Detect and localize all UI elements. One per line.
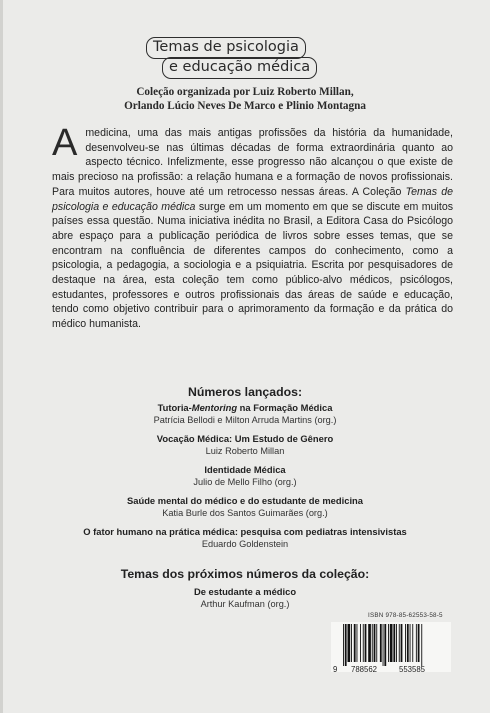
upcoming-item-title: De estudante a médico bbox=[193, 586, 297, 597]
published-item-author: Patrícia Bellodi e Milton Arruda Martins (org.) bbox=[153, 415, 337, 425]
collection-credits bbox=[60, 86, 430, 113]
barcode-bar bbox=[399, 624, 400, 662]
published-item bbox=[0, 526, 490, 550]
barcode-bar bbox=[384, 624, 386, 666]
credits-line-1: Coleção organizada por Luiz Roberto Millan, bbox=[136, 86, 354, 98]
intro-text-part-2: surge em um momento em que se discute em muitos países essa questão. Numa iniciativa inédita no Brasil, a Editora Casa do Psicólogo abre espaço para a publicação periódica de livros sobre esses temas, que se encontram na confluência de diferentes campos do conhecimento, como a psicologia, a pedagogia, a sociologia e a psiquiatria. Escrita por pesquisadores de destaque na área, esta coleção tem como público-alvo médicos, psicólogos, estudantes, professores e outros profissionais das áreas de saúde e educação, tendo como objetivo contribuir para o aprimoramento da formação e da prática do médico humanista. bbox=[52, 200, 454, 331]
barcode-bar bbox=[357, 624, 358, 662]
published-item bbox=[0, 464, 490, 488]
barcode-digits-right: 553585 bbox=[399, 665, 426, 674]
barcode-bar bbox=[368, 624, 371, 662]
barcode-bar bbox=[388, 624, 389, 662]
barcode-bar bbox=[343, 624, 344, 666]
barcode-bar bbox=[376, 624, 377, 662]
published-item-title: Vocação Médica: Um Estudo de Gênero bbox=[156, 433, 334, 444]
upcoming-heading: Temas dos próximos números da coleção: bbox=[120, 567, 370, 581]
intro-paragraph bbox=[52, 122, 454, 332]
barcode-bar bbox=[418, 624, 420, 662]
barcode-bar bbox=[360, 624, 361, 662]
barcode-bar bbox=[401, 624, 403, 662]
series-logo-line-1: Temas de psicologia bbox=[146, 37, 306, 59]
barcode-bar bbox=[348, 624, 351, 662]
barcode-bar bbox=[421, 624, 422, 666]
barcode-bar bbox=[345, 624, 347, 666]
isbn-label: ISBN 978-85-62553-58-5 bbox=[368, 612, 443, 619]
barcode-area bbox=[331, 622, 451, 672]
barcode-bar bbox=[407, 624, 409, 662]
upcoming-item-author: Arthur Kaufman (org.) bbox=[200, 599, 290, 609]
credits-line-2: Orlando Lúcio Neves De Marco e Plinio Montagna bbox=[124, 99, 366, 112]
published-item-title: Saúde mental do médico e do estudante de medicina bbox=[127, 495, 363, 506]
barcode-bar bbox=[393, 624, 395, 662]
barcode-bar bbox=[390, 624, 393, 662]
published-list bbox=[0, 402, 490, 557]
barcode-bar bbox=[410, 624, 411, 662]
published-item-title: Tutoria-Mentoring na Formação Médica bbox=[157, 402, 333, 413]
published-item-author: Luiz Roberto Millan bbox=[205, 446, 285, 456]
published-heading: Números lançados: bbox=[187, 385, 303, 399]
published-item-author: Eduardo Goldenstein bbox=[201, 539, 289, 549]
published-item bbox=[0, 433, 490, 457]
published-item bbox=[0, 402, 490, 426]
intro-text bbox=[52, 122, 454, 332]
series-logo-line-2: e educação médica bbox=[162, 57, 317, 79]
upcoming-item bbox=[0, 586, 490, 610]
barcode-bar bbox=[354, 624, 356, 662]
barcode-bar bbox=[365, 624, 367, 662]
drop-cap: A bbox=[52, 122, 78, 164]
barcode-digits-left: 788562 bbox=[351, 665, 378, 674]
barcode-bar bbox=[383, 624, 384, 666]
published-item-title: O fator humano na prática médica: pesquisa com pediatras intensivistas bbox=[83, 526, 407, 537]
published-item-author: Julio de Mello Filho (org.) bbox=[193, 477, 297, 487]
barcode-bar bbox=[351, 624, 352, 662]
barcode-bar bbox=[416, 624, 417, 662]
barcode-bar bbox=[396, 624, 397, 662]
intro-series-name: Temas de psicologia e educação médica bbox=[52, 185, 453, 213]
barcode-bar bbox=[372, 624, 373, 662]
barcode-bar bbox=[412, 624, 413, 662]
published-item-author: Katia Burle dos Santos Guimarães (org.) bbox=[162, 508, 328, 518]
barcode-digit-lead: 9 bbox=[333, 665, 338, 674]
barcode-bar bbox=[405, 624, 406, 662]
published-item bbox=[0, 495, 490, 519]
series-logo bbox=[146, 37, 346, 82]
barcode-bar bbox=[374, 624, 376, 662]
barcode-image bbox=[331, 622, 451, 667]
barcode-bar bbox=[363, 624, 364, 662]
intro-text-part-1: medicina, uma das mais antigas profissões da história da humanidade, desenvolveu-se nas últimas décadas de forma extraordinária quanto ao aspecto técnico. Infelizmente, esse progresso não alcançou o que existe de mais precioso na profissão: a relação humana e a formação de novos profissionais. Para muitos autores, houve até um retrocesso nessas áreas. A Coleção bbox=[52, 127, 453, 198]
published-item-title: Identidade Médica bbox=[204, 464, 286, 475]
barcode-bar bbox=[380, 624, 382, 662]
